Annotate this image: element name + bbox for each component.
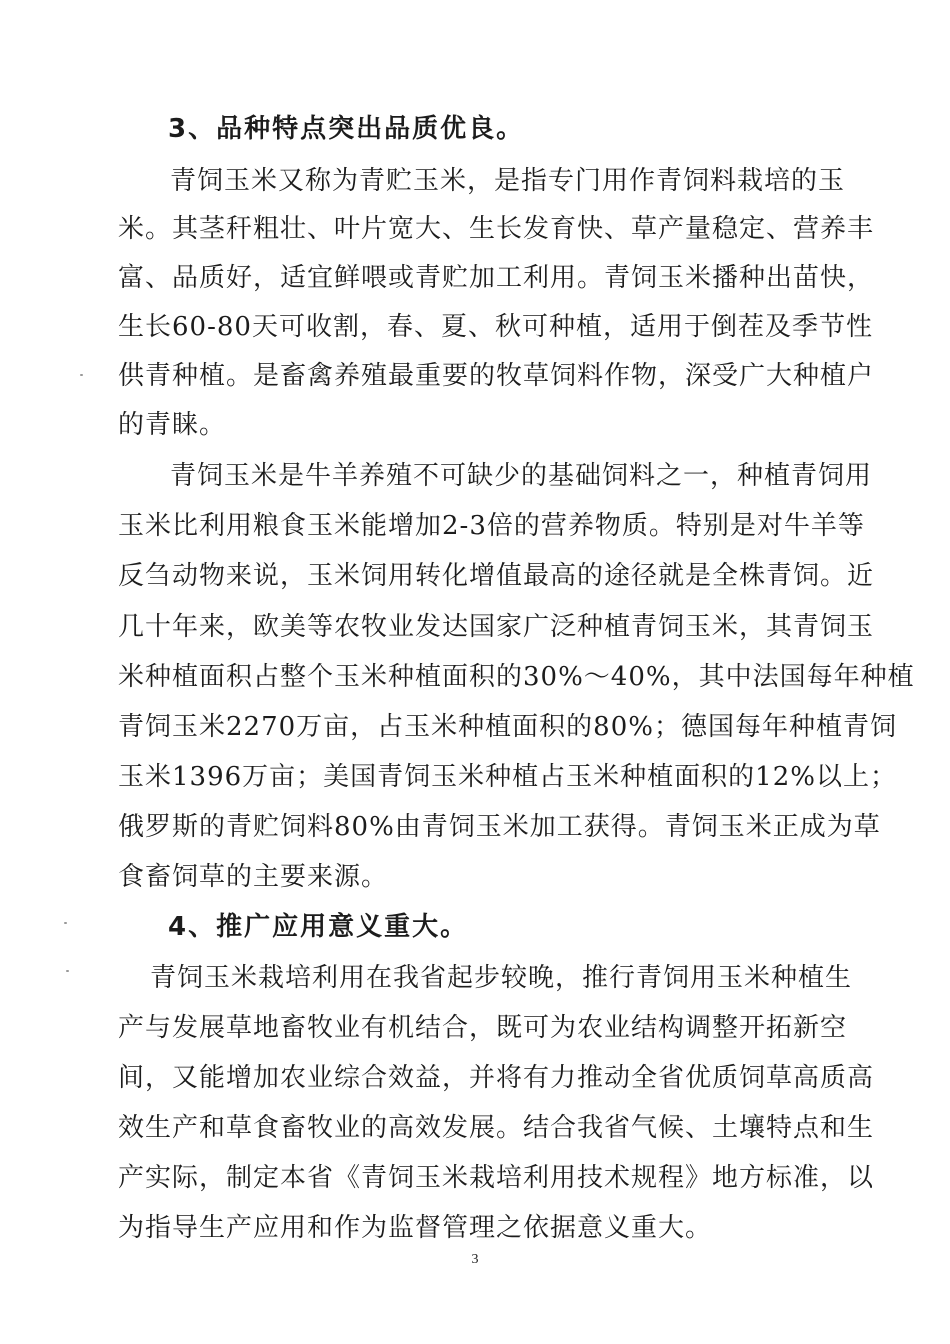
paragraph-line: 青饲玉米是牛羊养殖不可缺少的基础饲料之一，种植青饲用	[170, 461, 873, 491]
page-number: 3	[471, 1252, 479, 1267]
paragraph-line: 的青睐。	[118, 410, 227, 440]
paragraph-line: 生长60-80天可收割，春、夏、秋可种植，适用于倒茬及季节性	[118, 312, 873, 342]
paragraph-line: 反刍动物来说，玉米饲用转化增值最高的途径就是全株青饲。近	[118, 561, 875, 591]
paragraph-line: 供青种植。是畜禽养殖最重要的牧草饲料作物，深受广大种植户	[118, 361, 875, 391]
paragraph-line: 玉米比利用粮食玉米能增加2-3倍的营养物质。特别是对牛羊等	[118, 511, 865, 541]
paragraph-line: 产实际，制定本省《青饲玉米栽培利用技术规程》地方标准，以	[118, 1163, 875, 1193]
scan-speck	[80, 374, 83, 376]
paragraph-line: 产与发展草地畜牧业有机结合，既可为农业结构调整开拓新空	[118, 1013, 848, 1043]
paragraph-line: 青饲玉米2270万亩，占玉米种植面积的80%；德国每年种植青饲	[118, 712, 897, 742]
paragraph-line: 间，又能增加农业综合效益，并将有力推动全省优质饲草高质高	[118, 1063, 875, 1093]
paragraph-line: 几十年来，欧美等农牧业发达国家广泛种植青饲玉米，其青饲玉	[118, 612, 875, 642]
paragraph-line: 米。其茎秆粗壮、叶片宽大、生长发育快、草产量稳定、营养丰	[118, 214, 875, 244]
paragraph-line: 效生产和草食畜牧业的高效发展。结合我省气候、土壤特点和生	[118, 1113, 875, 1143]
scan-speck	[64, 922, 67, 924]
paragraph-line: 米种植面积占整个玉米种植面积的30%～40%，其中法国每年种植	[118, 662, 915, 692]
paragraph-line: 青饲玉米栽培利用在我省起步较晚，推行青饲用玉米种植生	[150, 963, 853, 993]
scan-speck	[66, 970, 69, 972]
section-heading-4: 4、推广应用意义重大。	[168, 912, 469, 942]
paragraph-line: 玉米1396万亩；美国青饲玉米种植占玉米种植面积的12%以上；	[118, 762, 897, 792]
paragraph-line: 为指导生产应用和作为监督管理之依据意义重大。	[118, 1213, 713, 1243]
paragraph-line: 青饲玉米又称为青贮玉米，是指专门用作青饲料栽培的玉	[170, 166, 846, 196]
section-heading-3: 3、品种特点突出品质优良。	[168, 114, 525, 144]
paragraph-line: 俄罗斯的青贮饲料80%由青饲玉米加工获得。青饲玉米正成为草	[118, 812, 881, 842]
paragraph-line: 富、品质好，适宜鲜喂或青贮加工利用。青饲玉米播种出苗快，	[118, 263, 875, 293]
paragraph-line: 食畜饲草的主要来源。	[118, 862, 389, 892]
